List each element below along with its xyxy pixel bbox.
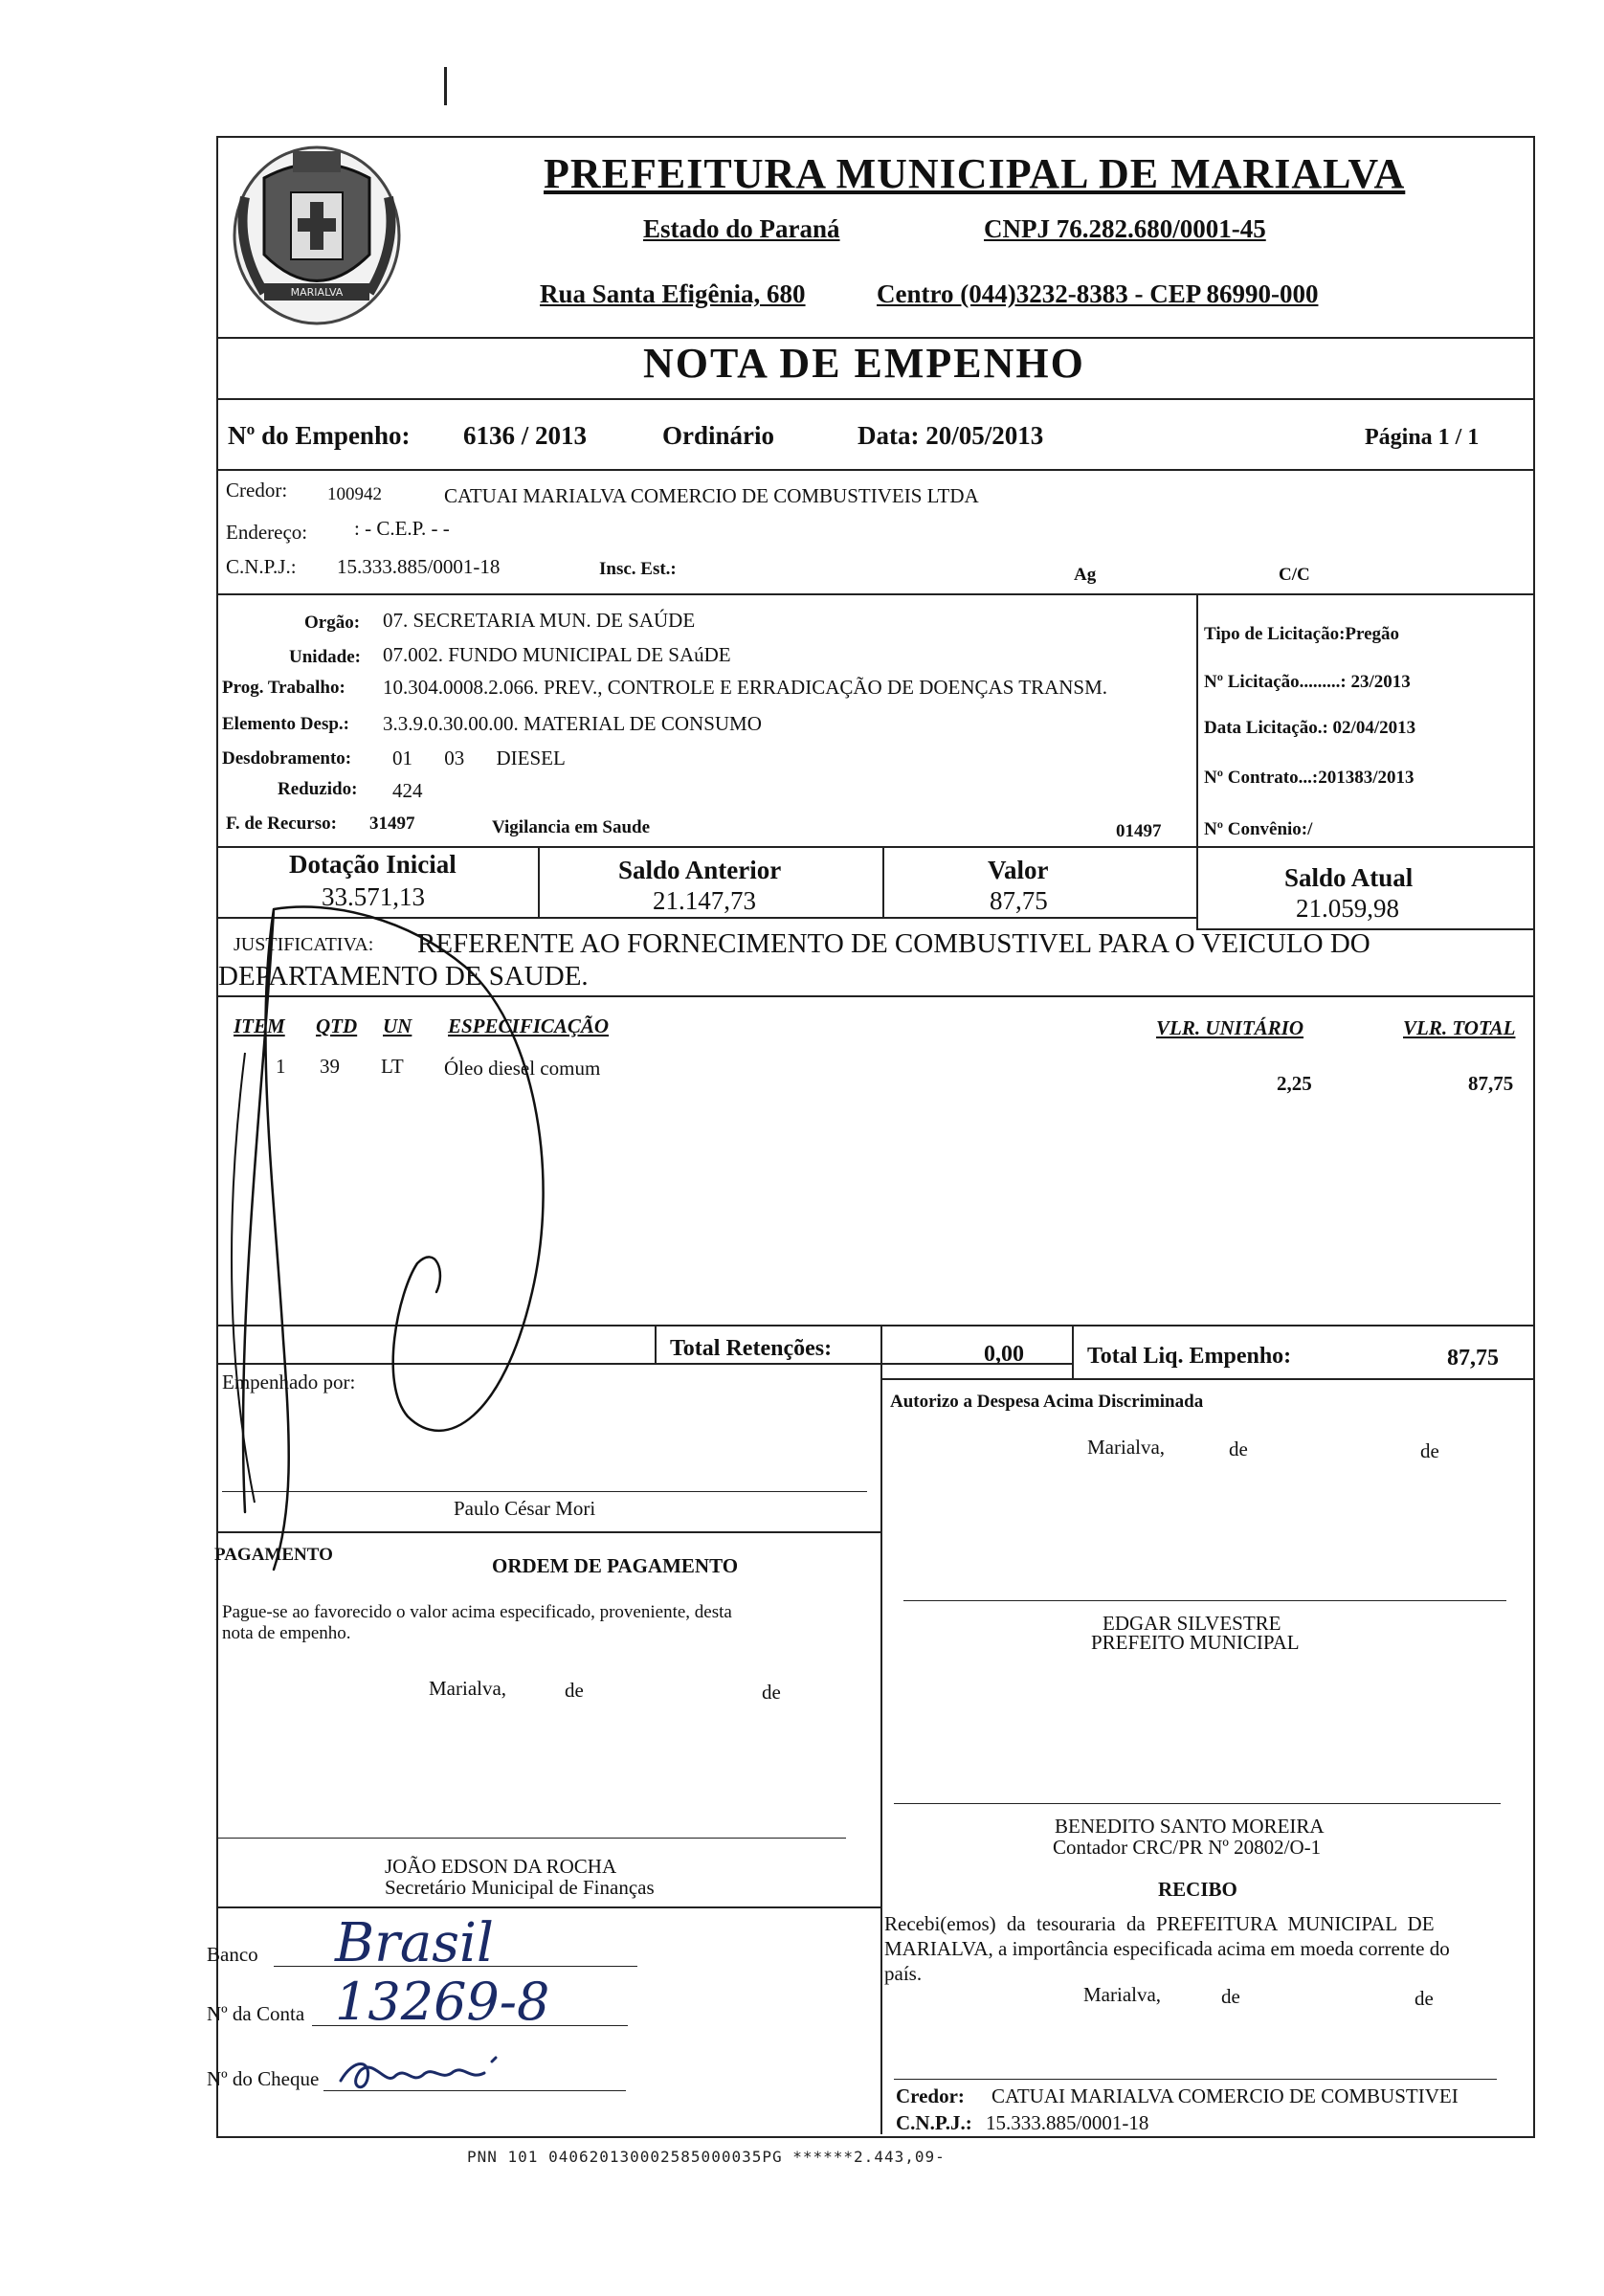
recibo-place: Marialva,: [1083, 1983, 1162, 2006]
prefeitura-title: PREFEITURA MUNICIPAL DE MARIALVA: [544, 150, 1406, 197]
unidade-label: Unidade:: [289, 647, 361, 667]
conta-label: Nº da Conta: [207, 2002, 305, 2025]
address-label: Endereço:: [226, 521, 308, 544]
valor-value: 87,75: [990, 886, 1048, 915]
saldo-atual-label: Saldo Atual: [1284, 863, 1414, 892]
cheque-signature-scribble: [335, 2052, 555, 2096]
address-rest: Centro (044)3232-8383 - CEP 86990-000: [877, 279, 1319, 308]
orgao-label: Orgão:: [304, 613, 361, 633]
row-vlr-unitario: 2,25: [1277, 1072, 1312, 1095]
saldo-anterior-label: Saldo Anterior: [618, 856, 782, 884]
autorizo-place: Marialva,: [1087, 1436, 1166, 1459]
retencoes-value: 0,00: [984, 1342, 1024, 1367]
elemento-value: 3.3.9.0.30.00.00. MATERIAL DE CONSUMO: [383, 712, 762, 735]
secretario-role: Secretário Municipal de Finanças: [385, 1876, 655, 1899]
recibo-credor: CATUAI MARIALVA COMERCIO DE COMBUSTIVEI: [991, 2084, 1459, 2107]
reduzido-label: Reduzido:: [278, 779, 358, 799]
contador-name: BENEDITO SANTO MOREIRA: [1055, 1815, 1325, 1838]
empenhado-signer: Paulo César Mori: [454, 1497, 596, 1520]
signature-overlay: [216, 842, 676, 1579]
justificativa-line1: REFERENTE AO FORNECIMENTO DE COMBUSTIVEL PARA O VEICULO DO: [417, 928, 1370, 959]
desdobramento-value: 01 03 DIESEL: [392, 747, 566, 769]
ag-label: Ag: [1074, 565, 1097, 585]
col-vlr-unitario: VLR. UNITÁRIO: [1156, 1016, 1304, 1039]
pagamento-label: PAGAMENTO: [214, 1545, 333, 1565]
page-number: Página 1 / 1: [1365, 425, 1480, 450]
dotacao-label: Dotação Inicial: [289, 850, 457, 879]
reduzido-value: 424: [392, 779, 423, 802]
prog-value: 10.304.0008.2.066. PREV., CONTROLE E ERRADICAÇÃO DE DOENÇAS TRANSM.: [383, 676, 1108, 699]
col-un: UN: [383, 1014, 412, 1037]
ordem-pagamento-title: ORDEM DE PAGAMENTO: [492, 1554, 739, 1577]
dotacao-value: 33.571,13: [322, 882, 425, 911]
col-vlr-total: VLR. TOTAL: [1403, 1016, 1516, 1039]
prefeito-name: EDGAR SILVESTRE: [1103, 1612, 1281, 1635]
recibo-line3: país.: [884, 1962, 923, 1985]
numero-convenio: Nº Convênio:/: [1204, 819, 1313, 839]
address-value: : - C.E.P. - -: [354, 517, 450, 540]
saldo-atual-value: 21.059,98: [1296, 894, 1399, 923]
pagamento-text-2: nota de empenho.: [222, 1623, 351, 1643]
coat-of-arms-seal: [226, 140, 408, 331]
cnpj-credor-label: C.N.P.J.:: [226, 555, 297, 578]
banco-handwritten: Brasil: [335, 1912, 494, 1974]
state-label: Estado do Paraná: [643, 214, 840, 243]
recurso-name: Vigilancia em Saude: [492, 817, 651, 837]
col-item: ITEM: [234, 1014, 285, 1037]
conta-handwritten: 13269-8: [335, 1972, 550, 2032]
autorizo-label: Autorizo a Despesa Acima Discriminada: [890, 1392, 1204, 1412]
secretario-name: JOÃO EDSON DA ROCHA: [385, 1855, 617, 1878]
tipo-licitacao: Tipo de Licitação:Pregão: [1204, 624, 1400, 644]
row-un: LT: [381, 1055, 404, 1078]
col-especificacao: ESPECIFICAÇÃO: [448, 1014, 610, 1037]
credor-label: Credor:: [226, 479, 288, 502]
cnpj-label: CNPJ 76.282.680/0001-45: [984, 214, 1266, 243]
desdobramento-label: Desdobramento:: [222, 748, 352, 769]
pagamento-de1: de: [565, 1679, 584, 1702]
autorizo-de2: de: [1420, 1439, 1439, 1462]
prefeito-role: PREFEITO MUNICIPAL: [1091, 1631, 1300, 1654]
numero-contrato: Nº Contrato...:201383/2013: [1204, 768, 1415, 788]
empenho-type: Ordinário: [662, 421, 775, 450]
prog-label: Prog. Trabalho:: [222, 678, 345, 698]
liq-value: 87,75: [1447, 1346, 1499, 1371]
recibo-cnpj-label: C.N.P.J.:: [896, 2111, 972, 2134]
recurso-code2: 01497: [1116, 821, 1162, 841]
pagamento-place: Marialva,: [429, 1677, 507, 1700]
data-licitacao: Data Licitação.: 02/04/2013: [1204, 718, 1416, 738]
scan-mark: [444, 67, 447, 105]
empenhado-label: Empenhado por:: [222, 1371, 356, 1393]
recibo-de1: de: [1221, 1985, 1240, 2008]
valor-label: Valor: [988, 856, 1049, 884]
credor-name: CATUAI MARIALVA COMERCIO DE COMBUSTIVEIS LTDA: [444, 484, 979, 507]
recibo-title: RECIBO: [1158, 1878, 1237, 1901]
insc-est-label: Insc. Est.:: [599, 559, 677, 579]
row-vlr-total: 87,75: [1468, 1072, 1514, 1095]
recurso-code: 31497: [369, 814, 415, 834]
empenho-number: 6136 / 2013: [463, 421, 588, 450]
col-qtd: QTD: [316, 1014, 358, 1037]
recibo-de2: de: [1415, 1987, 1434, 2010]
saldo-anterior-value: 21.147,73: [653, 886, 756, 915]
empenho-number-label: Nº do Empenho:: [228, 421, 411, 450]
contador-role: Contador CRC/PR Nº 20802/O-1: [1053, 1836, 1322, 1859]
pagamento-text-1: Pague-se ao favorecido o valor acima especificado, proveniente, desta: [222, 1602, 732, 1622]
justificativa-line2: DEPARTAMENTO DE SAUDE.: [218, 961, 589, 992]
doc-title: NOTA DE EMPENHO: [643, 340, 1085, 387]
recibo-line2: MARIALVA, a importância especificada acima em moeda corrente do: [884, 1937, 1450, 1960]
recibo-credor-label: Credor:: [896, 2084, 965, 2107]
numero-licitacao: Nº Licitação.........: 23/2013: [1204, 672, 1411, 692]
unidade-value: 07.002. FUNDO MUNICIPAL DE SAúDE: [383, 643, 731, 666]
row-especificacao: Óleo diesel comum: [444, 1057, 601, 1080]
row-item: 1: [276, 1055, 286, 1078]
orgao-value: 07. SECRETARIA MUN. DE SAÚDE: [383, 609, 696, 632]
svg-text:MARIALVA: MARIALVA: [290, 286, 344, 299]
cnpj-credor-value: 15.333.885/0001-18: [337, 555, 501, 578]
cheque-label: Nº do Cheque: [207, 2067, 320, 2090]
autorizo-de1: de: [1229, 1438, 1248, 1460]
banco-label: Banco: [207, 1943, 258, 1966]
empenho-date: Data: 20/05/2013: [858, 421, 1044, 450]
liq-label: Total Liq. Empenho:: [1087, 1344, 1292, 1369]
recibo-cnpj: 15.333.885/0001-18: [986, 2111, 1149, 2134]
credor-code: 100942: [327, 484, 382, 504]
row-qtd: 39: [320, 1055, 340, 1078]
justificativa-label: JUSTIFICATIVA:: [234, 934, 374, 955]
recibo-line1: Recebi(emos) da tesouraria da PREFEITURA MUNICIPAL DE: [884, 1912, 1435, 1935]
pagamento-de2: de: [762, 1681, 781, 1704]
retencoes-label: Total Retenções:: [670, 1336, 833, 1361]
cc-label: C/C: [1279, 565, 1310, 585]
bank-stamp: PNN 101 040620130002585000035PG ******2.443,09-: [467, 2148, 946, 2166]
elemento-label: Elemento Desp.:: [222, 714, 349, 734]
street-address: Rua Santa Efigênia, 680: [540, 279, 806, 308]
recurso-label: F. de Recurso:: [226, 814, 337, 834]
